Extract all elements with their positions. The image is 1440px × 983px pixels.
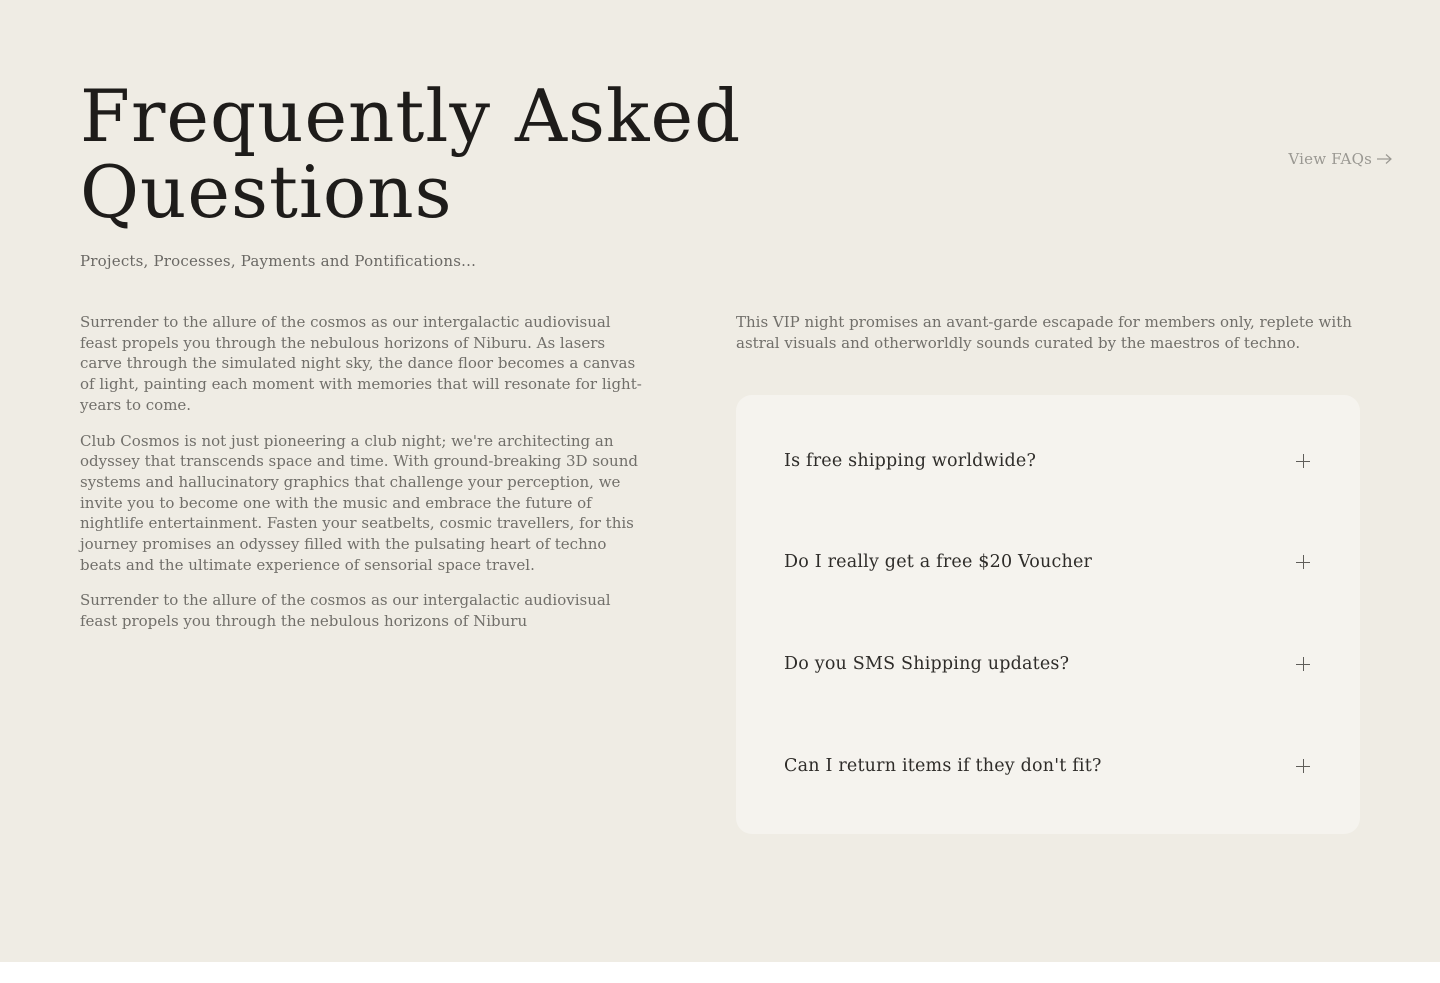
intro-paragraph-2: Club Cosmos is not just pioneering a club night; we're architecting an odyssey that transcends space and time. With ground-breaking 3D sound systems and hallucinatory graphics that challenge your perception, we invite you to become one with the music and embrace the future of nightlife entertainment. Fasten your seatbelts, cosmic travellers, for this journey promises an odyssey filled with the pulsating heart of techno beats and the ultimate experience of sensorial space travel.	[80, 431, 638, 574]
faq-question: Can I return items if they don't fit?	[784, 756, 1102, 776]
arrow-right-icon	[1376, 153, 1392, 165]
intro-text-column	[80, 312, 648, 647]
page-subtitle: Projects, Processes, Payments and Pontifications...	[80, 252, 477, 270]
faq-accordion	[736, 395, 1360, 834]
plus-icon[interactable]	[1296, 555, 1310, 569]
view-faqs-label: View FAQs	[1288, 150, 1372, 168]
vip-intro-text: This VIP night promises an avant-garde escapade for members only, replete with astral visuals and otherworldly sounds curated by the maestros of techno.	[736, 313, 1352, 352]
faq-item-voucher[interactable]	[784, 542, 1312, 582]
plus-icon[interactable]	[1296, 657, 1310, 671]
faq-question: Do I really get a free $20 Voucher	[784, 552, 1093, 572]
plus-icon[interactable]	[1296, 454, 1310, 468]
faq-item-returns[interactable]	[784, 746, 1312, 786]
page-title	[80, 74, 742, 234]
intro-paragraph-3: Surrender to the allure of the cosmos as our intergalactic audiovisual feast propels you through the nebulous horizons of Niburu	[80, 591, 611, 631]
faq-question: Do you SMS Shipping updates?	[784, 654, 1070, 674]
page-title-line-2: Questions	[80, 150, 453, 234]
view-faqs-link[interactable]	[1288, 150, 1392, 168]
intro-paragraph-1: Surrender to the allure of the cosmos as our intergalactic audiovisual feast propels you through the nebulous horizons of Niburu. As lasers carve through the simulated night sky, the dance floor becomes a canvas of light, painting each moment with memories that will resonate for light-years to come.	[80, 313, 642, 414]
faq-item-sms-updates[interactable]	[784, 644, 1312, 684]
faq-question: Is free shipping worldwide?	[784, 451, 1037, 471]
page-title-line-1: Frequently Asked	[80, 74, 742, 158]
faq-item-free-shipping[interactable]	[784, 441, 1312, 481]
plus-icon[interactable]	[1296, 759, 1310, 773]
